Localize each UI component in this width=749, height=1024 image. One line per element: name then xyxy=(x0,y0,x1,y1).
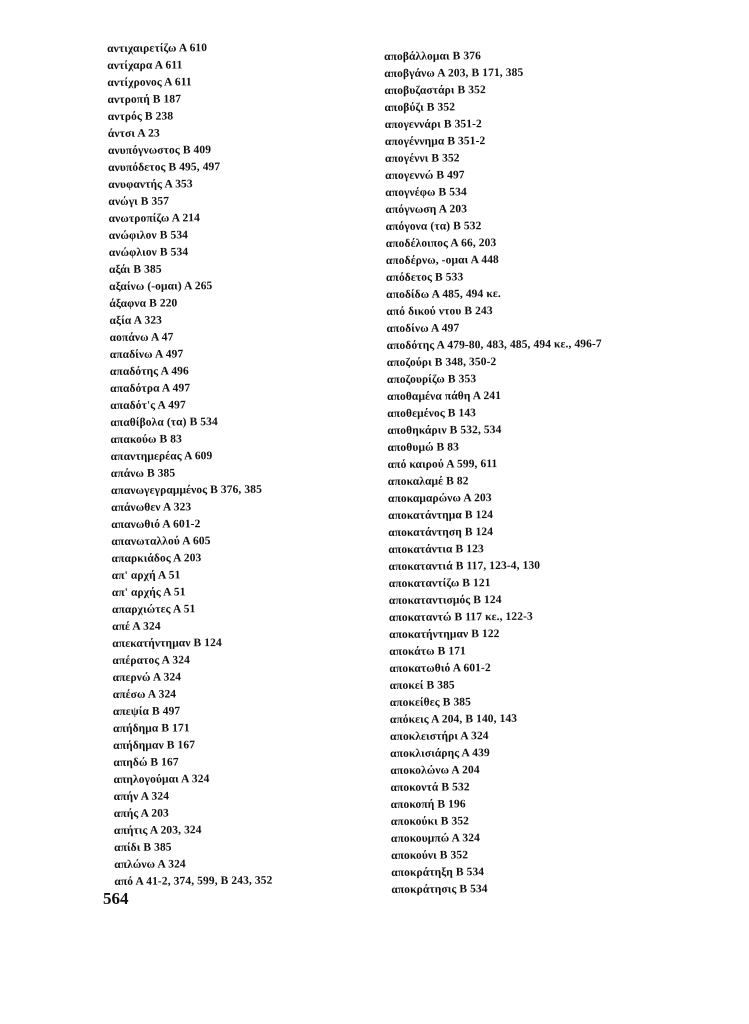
index-entry: αποκολώνω Α 204 xyxy=(390,764,480,777)
index-entry: αποκαταντώ Β 117 κε., 122-3 xyxy=(388,610,533,624)
index-entry: απογεννάρι Β 351-2 xyxy=(384,118,482,131)
index-entry: ανυπόγνωστος Β 409 xyxy=(107,144,212,157)
index-entry: ανώφιλον Β 534 xyxy=(108,229,189,242)
index-entry: αποκράτησις Β 534 xyxy=(391,883,488,896)
index-entry: αποκοντά Β 532 xyxy=(390,781,470,794)
index-entry: αποβυζαστάρι Β 352 xyxy=(384,84,486,97)
index-entry: αντροπή Β 187 xyxy=(107,93,182,106)
index-entry: ανώγι Β 357 xyxy=(108,195,170,208)
index-entry: αποδίδω Α 485, 494 κε. xyxy=(386,287,501,301)
index-entry: αποκατωθιό Α 601-2 xyxy=(389,662,491,675)
index-entry: αποβάλλομαι Β 376 xyxy=(384,50,481,63)
index-entry: αποκατάντημα Β 124 xyxy=(388,509,494,522)
index-entry: αξαίνω (-ομαι) Α 265 xyxy=(109,280,213,293)
index-entry: απαδότης Α 496 xyxy=(109,365,189,378)
index-entry: απόδετος Β 533 xyxy=(385,271,464,284)
index-entry: αποκαταντίζω Β 121 xyxy=(388,577,491,590)
index-entry: αποθηκάριν Β 532, 534 xyxy=(387,423,502,437)
index-entry: απής Α 203 xyxy=(113,807,169,820)
index-entry: αποθυμώ Β 83 xyxy=(387,441,460,454)
index-entry: απ' αρχή Α 51 xyxy=(111,569,181,582)
index-entry: απαρχιώτες Α 51 xyxy=(111,603,196,616)
index-entry: αποθαμένα πάθη Α 241 xyxy=(386,389,502,403)
index-entry: αοπάνω Α 47 xyxy=(109,331,174,344)
index-entry: αποκατάντηση Β 124 xyxy=(388,526,494,539)
index-entry: απογνέφω Β 534 xyxy=(385,186,467,199)
index-entry: αποκοπή Β 196 xyxy=(390,798,466,811)
index-entry: αντίχρονος Α 611 xyxy=(107,76,192,89)
index-entry: αποκαταντιά Β 117, 123-4, 130 xyxy=(388,559,541,573)
index-entry: απαθίβολα (τα) Β 534 xyxy=(110,416,218,429)
index-entry: αποκλειστήρι Α 324 xyxy=(389,730,489,743)
index-entry: απογέννι Β 352 xyxy=(384,152,460,165)
index-entry: αντιχαιρετίζω Α 610 xyxy=(107,42,208,55)
index-entry: αποκείθες Β 385 xyxy=(389,696,472,709)
index-entry: ανώφλιον Β 534 xyxy=(108,246,189,259)
index-entry: απαδότ'ς Α 497 xyxy=(110,399,186,412)
index-entry: αποκάτω Β 171 xyxy=(389,645,466,658)
index-entry: απέ Α 324 xyxy=(112,620,161,633)
index-entry: αποκατάντια Β 123 xyxy=(388,543,484,556)
index-entry: άντσι Α 23 xyxy=(107,127,160,140)
index-column-left xyxy=(107,40,273,891)
index-entry: απάνω Β 385 xyxy=(110,467,176,480)
index-entry: αποκεί Β 385 xyxy=(389,679,455,692)
index-entry: απαδότρα Α 497 xyxy=(109,382,191,395)
page-number: 564 xyxy=(103,889,129,908)
index-entry: αποβγάνω Α 203, Β 171, 385 xyxy=(384,66,524,80)
index-entry: απακούω Β 83 xyxy=(110,433,182,446)
index-entry: απήν Α 324 xyxy=(113,790,170,803)
index-entry: αποκουμπώ Α 324 xyxy=(390,832,480,845)
index-entry: απάνωθεν Α 323 xyxy=(111,501,192,514)
index-entry: απήδημαν Β 167 xyxy=(113,739,196,752)
index-entry: αποζουρίζω Β 353 xyxy=(386,373,477,386)
index-entry: αποκαλαμέ Β 82 xyxy=(387,475,469,488)
index-entry: αποκούνι Β 352 xyxy=(390,849,469,862)
index-entry: απερνώ Α 324 xyxy=(112,671,182,684)
index-entry: αποκούκι Β 352 xyxy=(390,815,470,828)
index-column-right xyxy=(384,47,607,899)
index-entry: απανωταλλού Α 605 xyxy=(111,535,211,548)
index-entry: αντρός Β 238 xyxy=(107,110,174,123)
index-entry: αποκλισιάρης Α 439 xyxy=(390,747,490,760)
index-entry: αξία Α 323 xyxy=(109,314,163,327)
index-entry: από δικού ντου Β 243 xyxy=(386,305,493,318)
index-entry: απανωγεγραμμένος Β 376, 385 xyxy=(110,483,262,497)
index-entry: απανωθιό Α 601-2 xyxy=(111,518,201,531)
index-entry: ανωτροπίζω Α 214 xyxy=(108,212,201,225)
index-entry: αποκαμαρώνω Α 203 xyxy=(387,492,492,505)
index-entry: αποκράτηξη Β 534 xyxy=(391,866,485,879)
index-entry: αντίχαρα Α 611 xyxy=(107,59,183,72)
index-entry: αξάι Β 385 xyxy=(108,263,162,276)
index-entry: απλώνω Α 324 xyxy=(114,858,186,871)
index-entry: αποδέλοιπος Α 66, 203 xyxy=(385,237,497,250)
index-entry: ανυπόδετος Β 495, 497 xyxy=(108,161,221,174)
index-entry: απίδι Β 385 xyxy=(113,841,172,854)
index-entry: απόγνωση Α 203 xyxy=(385,203,468,216)
index-entry: αποδέρνω, -ομαι Α 448 xyxy=(385,254,499,267)
index-entry: απαδίνω Α 497 xyxy=(109,348,184,361)
index-entry: αποδότης Α 479-80, 483, 485, 494 κε., 496-7 xyxy=(386,338,602,352)
index-entry: απεκατήντημαν Β 124 xyxy=(112,637,222,650)
index-entry: αποκαταντισμός Β 124 xyxy=(388,593,502,607)
index-entry: από καιρού Α 599, 611 xyxy=(387,458,498,471)
index-entry: αποβύζι Β 352 xyxy=(384,101,456,114)
index-entry: αποδίνω Α 497 xyxy=(386,322,460,335)
index-entry: απαρκιάδος Α 203 xyxy=(111,552,202,565)
index-entry: απογέννημα Β 351-2 xyxy=(384,135,486,148)
index-entry: άξαφνα Β 220 xyxy=(109,297,178,310)
index-entry: από Α 41-2, 374, 599, Β 243, 352 xyxy=(114,874,273,888)
index-entry: απαντημερέας Α 609 xyxy=(110,450,213,463)
index-entry: αποθεμένος Β 143 xyxy=(387,407,477,420)
index-entry: απηδώ Β 167 xyxy=(113,756,179,769)
index-entry: ανυφαντής Α 353 xyxy=(108,178,193,191)
index-entry: αποκατήντημαν Β 122 xyxy=(389,628,500,641)
index-entry: απέρατος Α 324 xyxy=(112,654,191,667)
index-entry: απηλογούμαι Α 324 xyxy=(113,773,210,786)
index-entry: απογεννώ Β 497 xyxy=(385,169,465,182)
index-entry: απέσω Α 324 xyxy=(112,688,177,701)
index-entry: απήτις Α 203, 324 xyxy=(113,824,202,837)
index-entry: απ' αρχής Α 51 xyxy=(111,586,186,599)
index-entry: απήδημα Β 171 xyxy=(112,722,190,735)
index-entry: απόκεις Α 204, Β 140, 143 xyxy=(389,712,518,726)
index-entry: απόγονα (τα) Β 532 xyxy=(385,220,482,233)
index-entry: αποζούρι Β 348, 350-2 xyxy=(386,356,497,369)
index-entry: απεψία Β 497 xyxy=(112,705,181,718)
